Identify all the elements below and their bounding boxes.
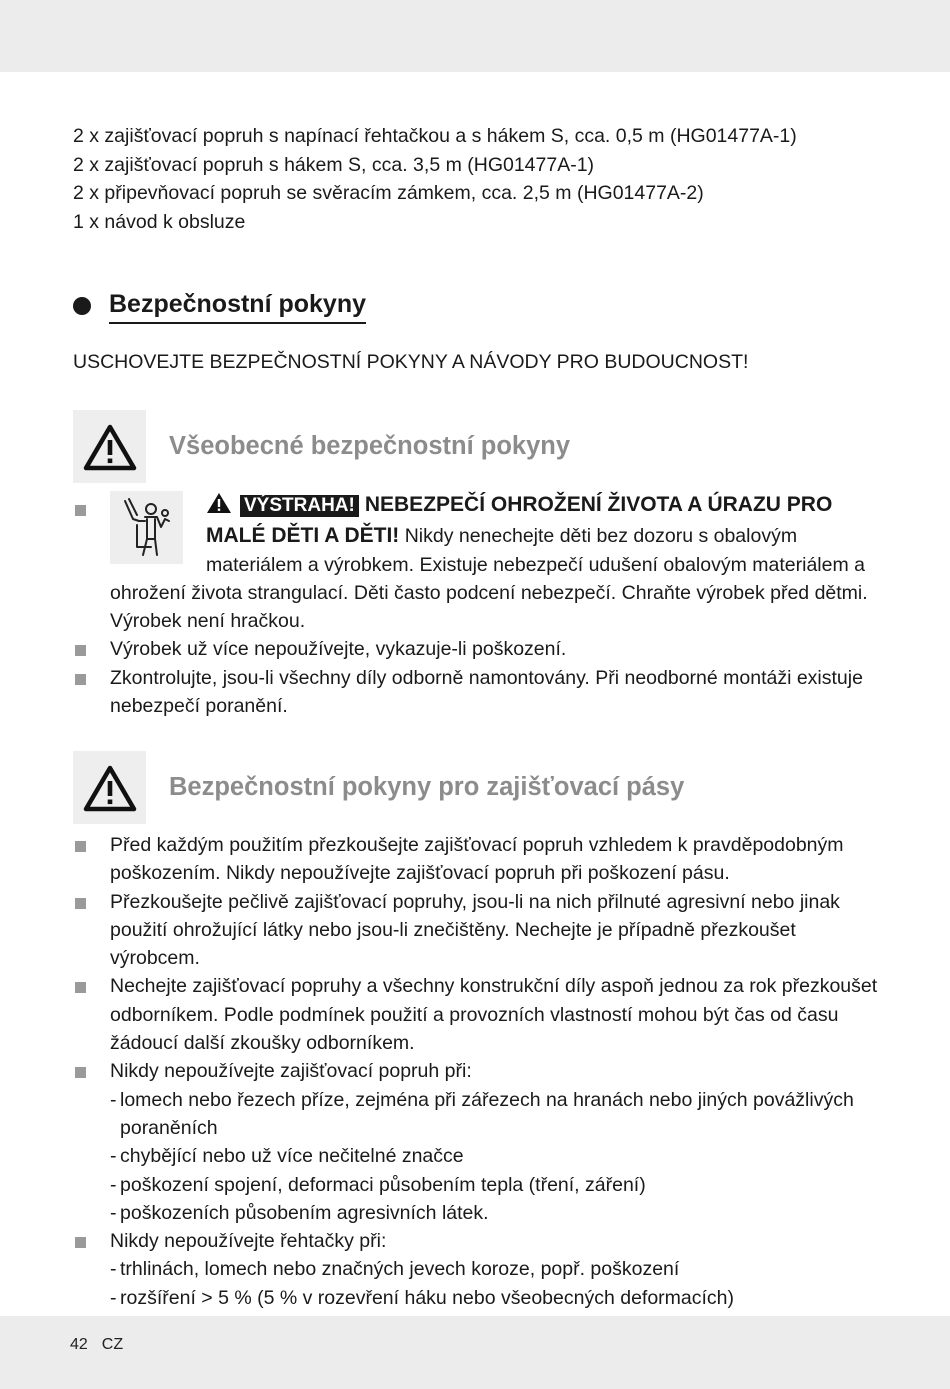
- square-bullet-icon: [75, 982, 86, 993]
- square-bullet-icon: [75, 645, 86, 656]
- sub-item: - poškození spojení, deformaci působením tepla (tření, záření): [110, 1171, 883, 1199]
- child-warning-icon: [110, 491, 183, 564]
- square-bullet-icon: [75, 1237, 86, 1248]
- list-item: [73, 888, 883, 973]
- section-heading: [73, 288, 366, 324]
- small-warning-triangle-icon: [206, 492, 232, 522]
- language-code: CZ: [101, 1336, 124, 1353]
- belt-safety-list: [73, 831, 883, 1312]
- sub-item-text: poškozeních působením agresivních látek.: [120, 1201, 489, 1224]
- list-item: [73, 664, 883, 721]
- square-bullet-icon: [75, 505, 86, 516]
- contents-line: 2 x zajišťovací popruh s hákem S, cca. 3,5 m (HG01477A-1): [73, 153, 595, 176]
- keep-instructions-note: USCHOVEJTE BEZPEČNOSTNÍ POKYNY A NÁVODY PRO BUDOUCNOST!: [73, 351, 749, 373]
- sub-item: - lomech nebo řezech příze, zejména při zářezech na hranách nebo jiných povážlivých poraněních: [110, 1086, 883, 1143]
- sub-item: - poškozeních působením agresivních látek.: [110, 1199, 883, 1227]
- warning-headline: NEBEZPEČÍ OHROŽENÍ ŽIVOTA A ÚRAZU PRO MALÉ DĚTI A DĚTI!: [206, 493, 833, 548]
- page-number: 42: [70, 1336, 88, 1353]
- sub-item-text: rozšíření > 5 % (5 % v rozevření háku nebo všeobecných deformacích): [120, 1286, 735, 1309]
- list-item: [73, 635, 883, 663]
- sub-item: - rozšíření > 5 % (5 % v rozevření háku nebo všeobecných deformacích): [110, 1284, 883, 1312]
- item-text: Nikdy nepoužívejte řehtačky při:: [110, 1230, 387, 1253]
- list-item: [73, 1057, 883, 1227]
- list-item: [73, 1227, 883, 1312]
- general-safety-list: [73, 491, 883, 720]
- contents-line: 2 x zajišťovací popruh s napínací řehtačkou a s hákem S, cca. 0,5 m (HG01477A-1): [73, 125, 797, 147]
- list-item: [73, 972, 883, 1057]
- section-title: Bezpečnostní pokyny: [109, 288, 366, 324]
- belt-safety-header: [73, 751, 684, 824]
- warning-triangle-icon: [73, 751, 146, 824]
- square-bullet-icon: [75, 841, 86, 852]
- contents-list: [73, 122, 893, 236]
- belt-safety-title: Bezpečnostní pokyny pro zajišťovací pásy: [169, 773, 685, 801]
- square-bullet-icon: [75, 674, 86, 685]
- bottom-band: [0, 1316, 950, 1389]
- warning-badge: VÝSTRAHA!: [240, 495, 359, 517]
- general-safety-header: [73, 410, 570, 483]
- item-text: Nechejte zajišťovací popruhy a všechny konstrukční díly aspoň jednou za rok přezkoušet odborníkem. Podle podmínek použití a provozních vlastností mohou být čas od času žádoucí další zkoušky odborníkem.: [110, 975, 878, 1055]
- list-item: [73, 831, 883, 888]
- item-text: Přezkoušejte pečlivě zajišťovací popruhy, jsou-li na nich přilnuté agresivní nebo jinak použití ohrožující látky nebo jsou-li znečištěny. Nechejte je případně přezkoušet výrobcem.: [110, 890, 840, 970]
- general-safety-title: Všeobecné bezpečnostní pokyny: [169, 432, 571, 460]
- sub-item-text: chybějící nebo už více nečitelné značce: [120, 1145, 464, 1168]
- warning-item: [73, 491, 883, 635]
- item-text: Výrobek už více nepoužívejte, vykazuje-li poškození.: [110, 638, 567, 661]
- bullet-dot-icon: [73, 297, 91, 315]
- sub-item: - trhlinách, lomech nebo značných jevech koroze, popř. poškození: [110, 1255, 883, 1283]
- warning-text: Nikdy nenechejte děti bez dozoru s obalovým materiálem a výrobkem. Existuje nebezpečí udušení obalovým materiálem a ohrožení života strangulací. Děti často podcení nebezpečí. Chraňte výrobek před dětmi. Výrobek není hračkou.: [110, 525, 868, 633]
- sub-item: - chybějící nebo už více nečitelné značce: [110, 1142, 883, 1170]
- contents-line: 2 x připevňovací popruh se svěracím zámkem, cca. 2,5 m (HG01477A-2): [73, 182, 704, 204]
- item-text: Zkontrolujte, jsou-li všechny díly odborně namontovány. Při neodborné montáži existuje nebezpečí poranění.: [110, 666, 863, 718]
- sub-item-text: trhlinách, lomech nebo značných jevech koroze, popř. poškození: [120, 1258, 680, 1281]
- item-text: Nikdy nepoužívejte zajišťovací popruh při:: [110, 1060, 472, 1083]
- square-bullet-icon: [75, 1067, 86, 1078]
- item-text: Před každým použitím přezkoušejte zajišťovací popruh vzhledem k pravděpodobným poškozením. Nikdy nepoužívejte zajišťovací popruh při poškození pásu.: [110, 834, 844, 885]
- contents-line: 1 x návod k obsluze: [73, 210, 246, 233]
- sub-item-text: poškození spojení, deformaci působením tepla (tření, záření): [120, 1173, 646, 1196]
- top-band: [0, 0, 950, 72]
- square-bullet-icon: [75, 898, 86, 909]
- warning-triangle-icon: [73, 410, 146, 483]
- page-footer: [70, 1336, 137, 1354]
- sub-item-text: lomech nebo řezech příze, zejména při zářezech na hranách nebo jiných povážlivých poraněních: [120, 1088, 854, 1139]
